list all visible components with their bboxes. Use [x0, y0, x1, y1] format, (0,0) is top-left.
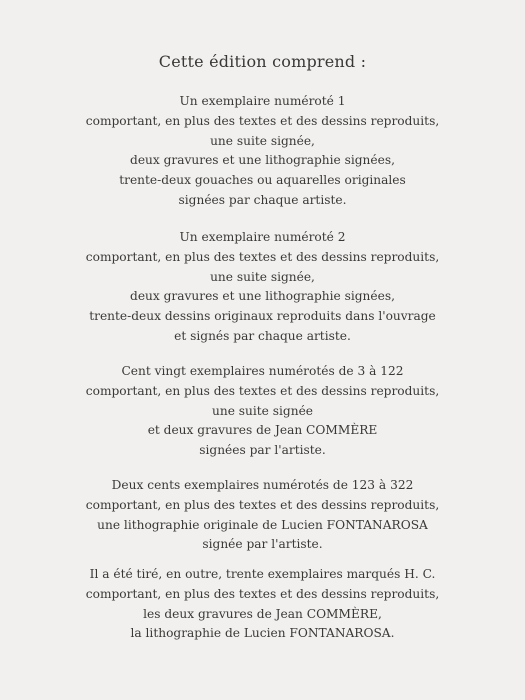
text-line: les deux gravures de Jean COMMÈRE,: [143, 606, 382, 621]
text-line: trente-deux dessins originaux reproduits dans l'ouvrage: [89, 309, 436, 324]
text-line: signées par chaque artiste.: [178, 192, 347, 207]
edition-paragraph-1: [0, 92, 525, 211]
text-line: comportant, en plus des textes et des dessins reproduits,: [85, 586, 440, 601]
text-line: comportant, en plus des textes et des dessins reproduits,: [85, 383, 440, 398]
text-line: Cent vingt exemplaires numérotés de 3 à 122: [121, 364, 404, 378]
text-line: signée par l'artiste.: [202, 537, 323, 552]
edition-paragraph-5: [0, 565, 525, 644]
text-line: comportant, en plus des textes et des dessins reproduits,: [85, 497, 440, 512]
text-line: comportant, en plus des textes et des dessins reproduits,: [85, 113, 440, 128]
edition-paragraph-3: [0, 362, 525, 461]
text-line: signées par l'artiste.: [199, 443, 326, 458]
text-line: une lithographie originale de Lucien FONTANAROSA: [97, 517, 428, 532]
text-line: et signés par chaque artiste.: [174, 328, 351, 343]
text-line: Un exemplaire numéroté 2: [179, 230, 346, 244]
edition-paragraph-4: [0, 476, 525, 555]
text-line: Un exemplaire numéroté 1: [179, 94, 346, 108]
text-line: Deux cents exemplaires numérotés de 123 à 322: [111, 478, 414, 492]
text-line: la lithographie de Lucien FONTANAROSA.: [130, 626, 395, 641]
text-line: et deux gravures de Jean COMMÈRE: [147, 423, 378, 438]
text-line: Il a été tiré, en outre, trente exemplaires marqués H. C.: [89, 567, 436, 581]
text-line: une suite signée: [212, 403, 313, 418]
text-line: une suite signée,: [210, 269, 315, 284]
page-heading: Cette édition comprend :: [158, 52, 367, 71]
text-line: deux gravures et une lithographie signées,: [130, 289, 395, 304]
text-line: deux gravures et une lithographie signées,: [130, 153, 395, 168]
text-line: comportant, en plus des textes et des dessins reproduits,: [85, 249, 440, 264]
text-line: trente-deux gouaches ou aquarelles originales: [119, 173, 406, 188]
edition-paragraph-2: [0, 228, 525, 347]
text-line: une suite signée,: [210, 133, 315, 148]
